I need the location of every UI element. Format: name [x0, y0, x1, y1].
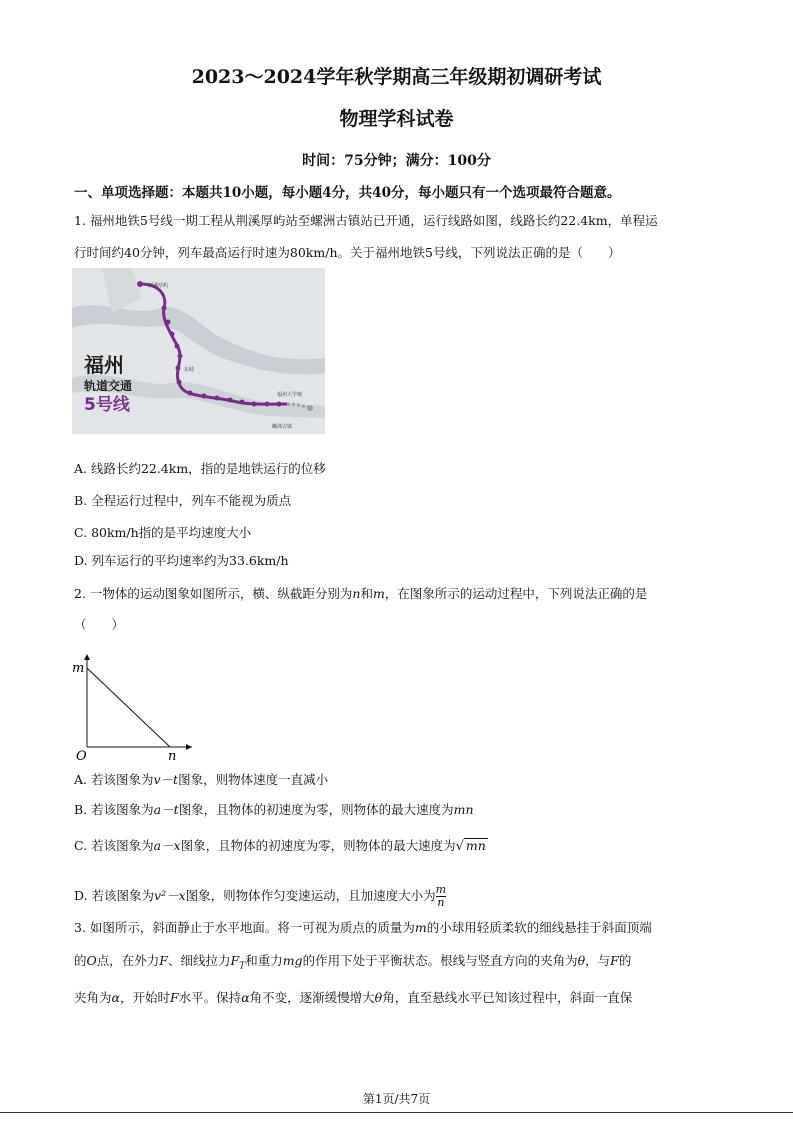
sqrt-sign: √: [455, 839, 464, 854]
station-dot: [240, 400, 245, 405]
q3-l3-d: 角不变，逐渐缓慢增大: [249, 990, 375, 1005]
station-dot: [137, 281, 143, 287]
station-dot: [176, 366, 181, 371]
q3-l3-e: 角，直至悬线水平已知该过程中，斜面一直保: [382, 990, 633, 1005]
q3-line3: [74, 990, 632, 1006]
q3-l1-post: 的小球用轻质柔软的细线悬挂于斜面顶端: [426, 920, 652, 935]
station-dot: [215, 396, 220, 401]
q3-l1-m: m: [414, 920, 427, 935]
exam-title: 2023～2024学年秋学期高三年级期初调研考试: [191, 66, 602, 88]
q2-d-post: 图象，则物体作匀变速运动，且加速度大小为: [185, 888, 436, 903]
q3-l3-alpha2: α: [241, 990, 250, 1005]
q2-var-n: n: [352, 586, 361, 601]
q2-d-fraction: [436, 884, 446, 909]
station-label-dongqi: 东岐: [184, 367, 195, 373]
q2-d-numerator: m: [435, 883, 447, 896]
q2-line1: [74, 586, 647, 602]
q2-graph: [70, 650, 200, 765]
map-logo-line: 5号线: [84, 395, 130, 415]
page-number: 第1页/共7页: [362, 1092, 431, 1106]
q1-line2: 行时间约40分钟，列车最高运行时速为80km/h。关于福州地铁5号线，下列说法正确的是（ ）: [74, 245, 621, 260]
q3-l2-O: O: [86, 953, 97, 968]
q1-option-c: C. 80km/h指的是平均速度大小: [74, 525, 252, 540]
q2-d-pre: D. 若该图象为: [74, 888, 155, 903]
q3-l3-alpha: α: [111, 990, 120, 1005]
q3-l3-a: 夹角为: [74, 990, 112, 1005]
metro-map-graphic: [72, 268, 325, 434]
q3-l2-FT: F: [230, 953, 240, 968]
q2-line2: （ ）: [74, 617, 125, 632]
station-dot: [277, 402, 282, 407]
station-label-start: 荆溪厚屿: [148, 283, 169, 289]
q2-graph-origin: O: [76, 749, 87, 764]
station-dot: [265, 402, 270, 407]
q3-line1: [74, 920, 652, 936]
q2-d-denominator: n: [437, 896, 445, 909]
q2-graph-svg: [70, 650, 200, 765]
q2-var-m: m: [372, 586, 385, 601]
q3-l2-F2: F: [610, 953, 619, 968]
map-logo-transit: 轨道交通: [84, 379, 133, 393]
q2-graph-xlabel: n: [168, 749, 177, 764]
q3-l3-c: 水平。保持: [178, 990, 242, 1005]
q2-option-c: [74, 838, 488, 855]
station-label-university: 福州大学城: [277, 392, 303, 398]
station-dot: [252, 402, 257, 407]
q2-b-post: 图象，且物体的初速度为零，则物体的最大速度为: [178, 802, 454, 817]
q2-a-var: v－t: [153, 772, 179, 787]
q2-a-pre: A. 若该图象为: [74, 772, 154, 787]
q2-option-a: [74, 772, 328, 788]
q3-line2: [74, 953, 631, 975]
q3-l2-g: 的: [618, 953, 632, 968]
station-dot: [166, 320, 171, 325]
section-heading: 一、单项选择题：本题共10小题，每小题4分，共40分，每小题只有一个选项最符合题意。: [74, 185, 621, 201]
q2-option-b: [74, 802, 474, 818]
q3-l2-d: 和重力: [245, 953, 283, 968]
q1-line1: 1. 福州地铁5号线一期工程从荆溪厚屿站至螺洲古镇站已开通，运行线路如图，线路长约22.4km，单程运: [74, 213, 658, 228]
q2-graph-line: [87, 668, 170, 747]
station-dot: [188, 391, 193, 396]
station-dot: [162, 306, 167, 311]
q1-option-b: B. 全程运行过程中，列车不能视为质点: [74, 493, 292, 508]
q2-a-post: 图象，则物体速度一直减小: [178, 772, 329, 787]
q2-c-pre: C. 若该图象为: [74, 838, 154, 853]
station-label-end: 螺洲古镇: [272, 424, 293, 430]
q2-c-post: 图象，且物体的初速度为零，则物体的最大速度为: [180, 838, 456, 853]
metro-map: [72, 268, 325, 434]
station-dot: [177, 380, 182, 385]
q2-c-answer: mn: [465, 838, 486, 853]
q3-l2-theta: θ: [577, 953, 586, 968]
q3-l3-F: F: [169, 990, 179, 1005]
q2-c-var: a－x: [153, 838, 181, 853]
q2-line1-mid: 和: [360, 586, 373, 601]
q2-b-pre: B. 若该图象为: [74, 802, 154, 817]
station-dot: [170, 332, 175, 337]
q2-b-var: a－t: [153, 802, 179, 817]
q1-option-a: A. 线路长约22.4km，指的是地铁运行的位移: [74, 461, 326, 476]
footer-rule: [0, 1112, 793, 1113]
q1-option-d: D. 列车运行的平均速率约为33.6km/h: [74, 553, 289, 568]
q2-d-var: v²－x: [154, 888, 186, 903]
q3-l3-b: ，开始时: [119, 990, 170, 1005]
q3-l2-f: ，与: [585, 953, 611, 968]
map-logo-city: 福州: [84, 353, 124, 377]
q3-l2-c: 、细线拉力: [167, 953, 231, 968]
q2-graph-ylabel: m: [72, 661, 85, 676]
station-dot: [228, 398, 233, 403]
subject-title: 物理学科试卷: [339, 108, 454, 130]
q3-l2-b: 点，在外力: [96, 953, 160, 968]
q3-l3-theta: θ: [374, 990, 383, 1005]
q3-l2-F: F: [159, 953, 168, 968]
q3-l2-a: 的: [74, 953, 87, 968]
time-info: 时间：75分钟；满分：100分: [302, 153, 491, 169]
q2-line1-pre: 2. 一物体的运动图象如图所示，横、纵截距分别为: [74, 586, 353, 601]
station-dot: [175, 344, 180, 349]
q3-l1-pre: 3. 如图所示，斜面静止于水平地面。将一可视为质点的质量为: [74, 920, 415, 935]
q2-option-d: [74, 884, 446, 909]
station-dot: [202, 394, 207, 399]
q2-b-answer: mn: [453, 802, 474, 817]
station-dot: [178, 354, 183, 359]
q3-l2-T: T: [239, 961, 246, 972]
q2-line1-post: ，在图象所示的运动过程中，下列说法正确的是: [384, 586, 648, 601]
q3-l2-e: 的作用下处于平衡状态。根线与竖直方向的夹角为: [302, 953, 578, 968]
q3-l2-mg: mg: [282, 953, 303, 968]
